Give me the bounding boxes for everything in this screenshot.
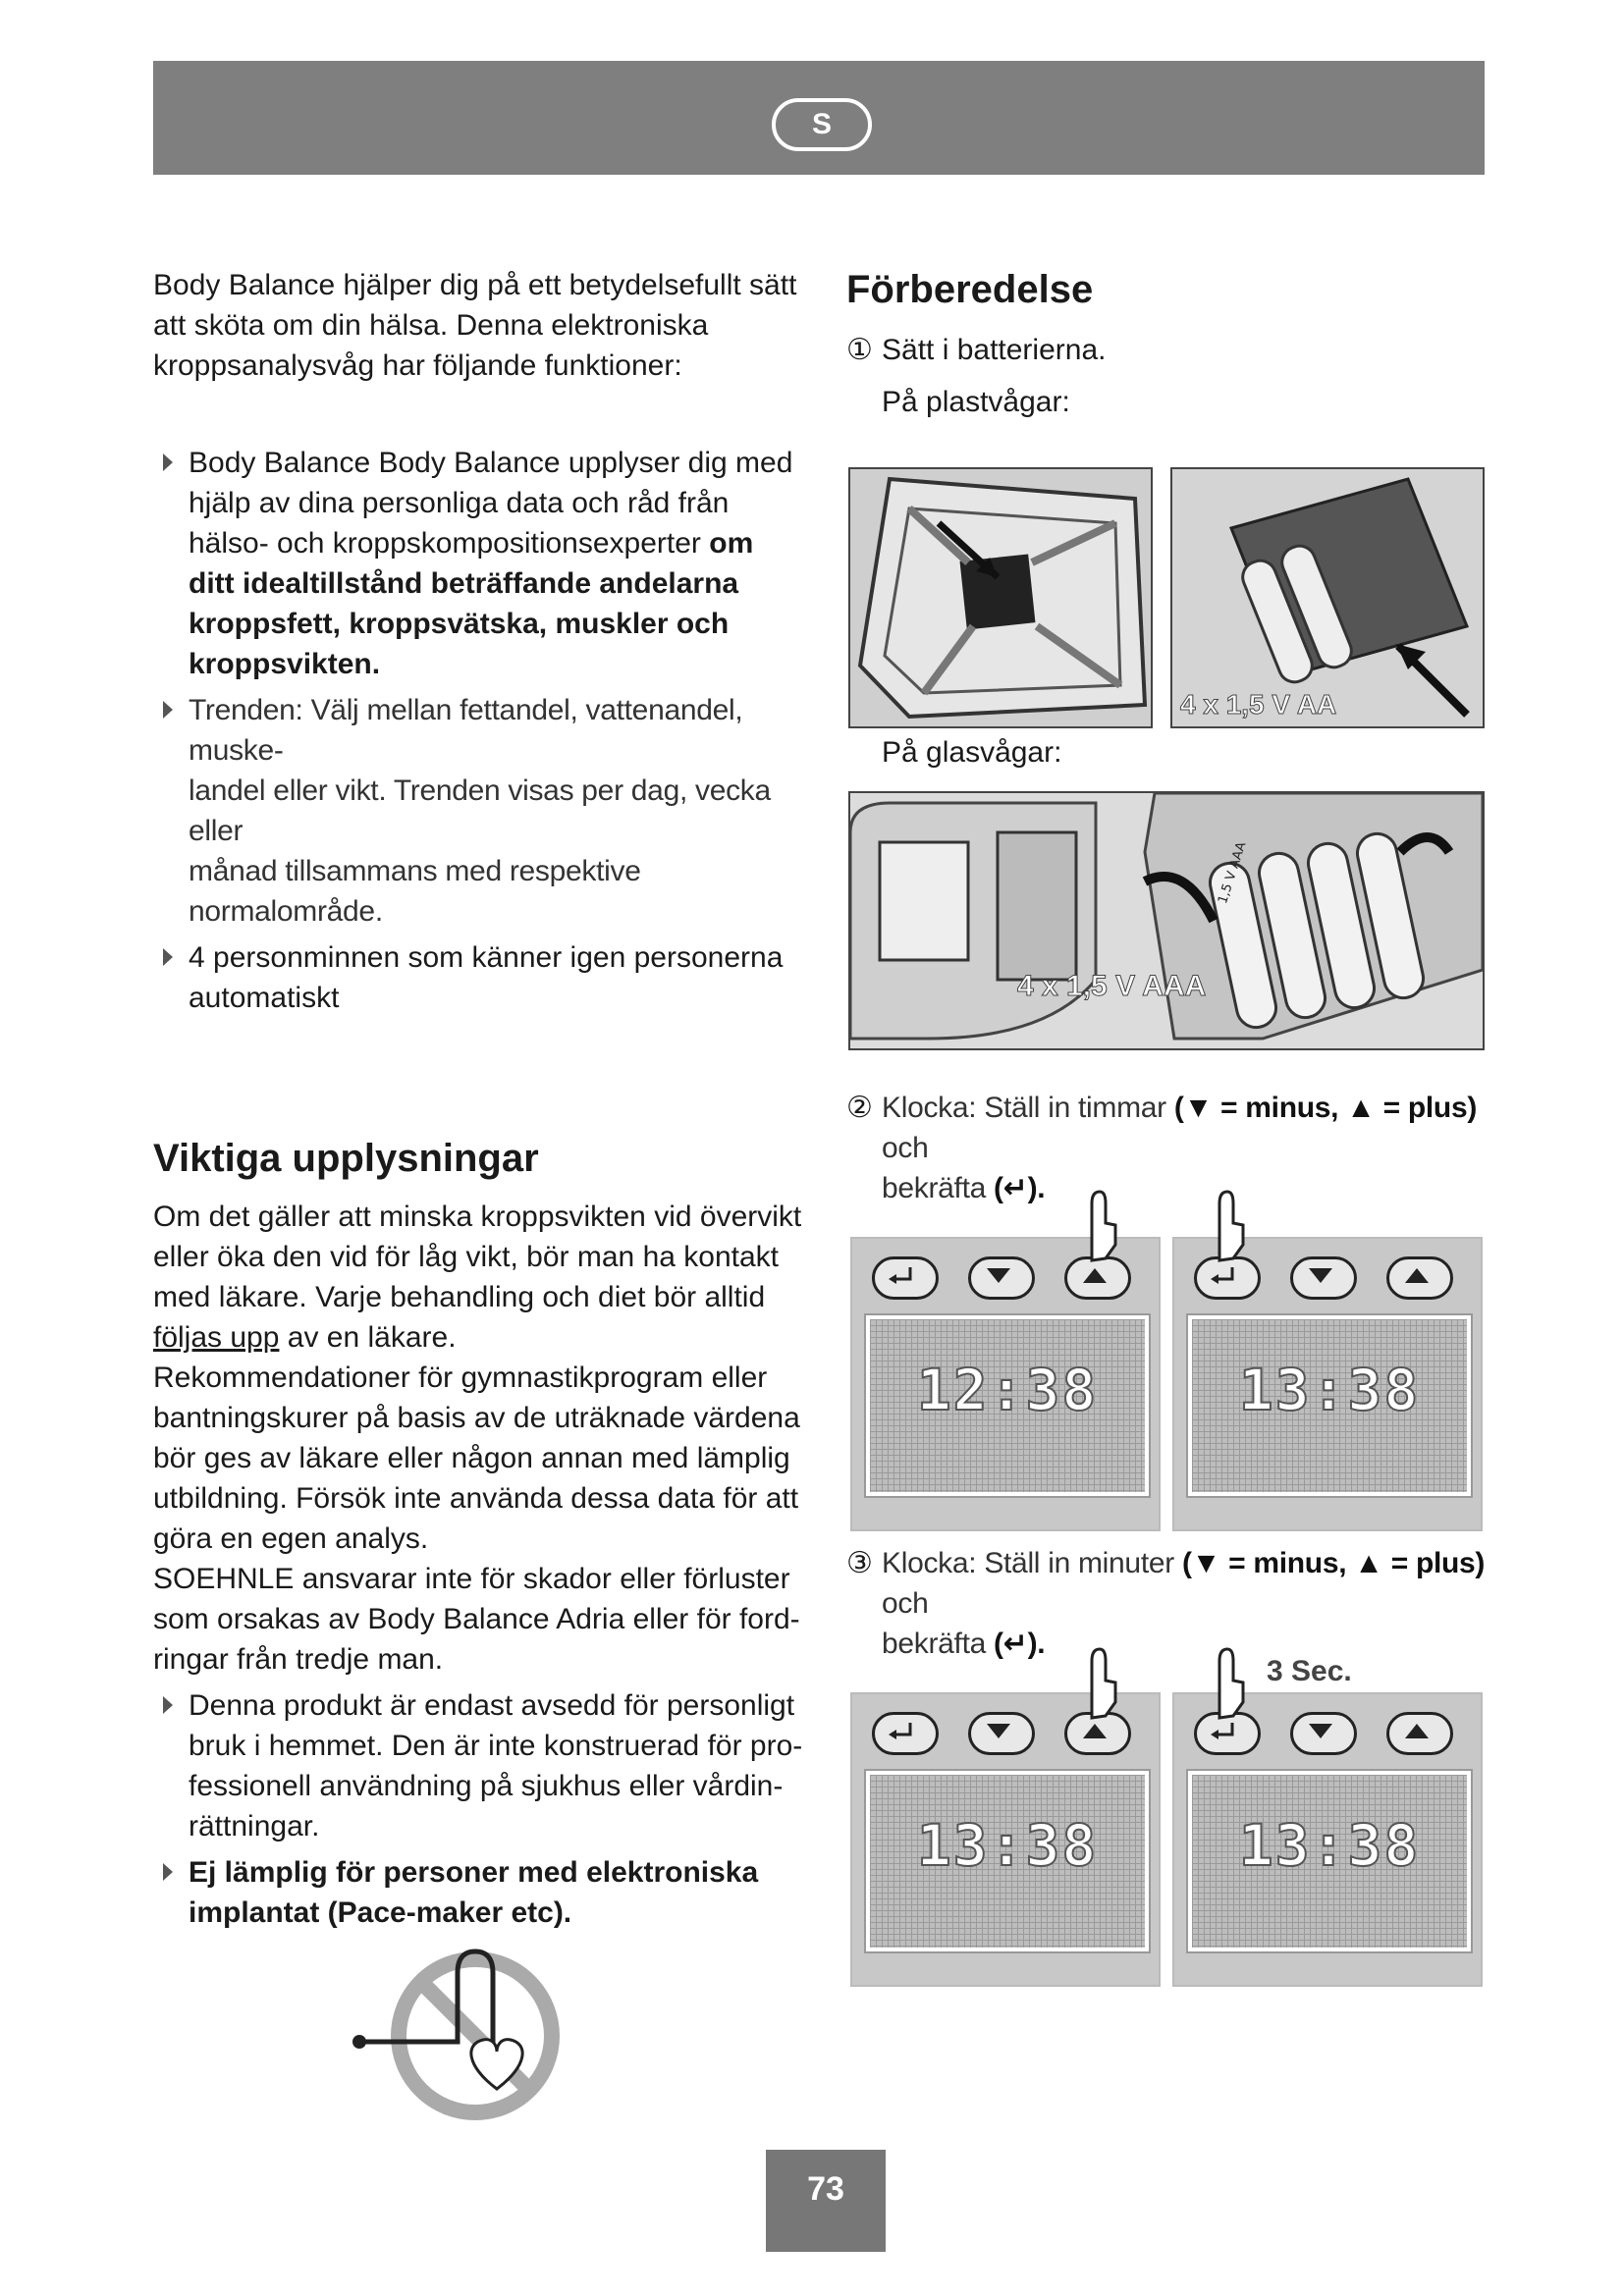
page-number: 73 bbox=[766, 2150, 886, 2252]
feature-bold-line: kroppsfett, kroppsvätska, muskler och bbox=[189, 608, 730, 640]
right-column bbox=[846, 265, 1485, 422]
up-arrow-icon bbox=[1389, 1259, 1444, 1291]
step-text: Klocka: Ställ in timmar bbox=[882, 1092, 1166, 1124]
left-column bbox=[153, 265, 811, 1933]
clock-readout: 13:38 bbox=[1238, 1812, 1421, 1879]
down-arrow-icon bbox=[1293, 1715, 1348, 1746]
step-number: ① bbox=[846, 334, 873, 366]
intro-paragraph bbox=[153, 265, 811, 386]
pointing-hand-icon bbox=[1200, 1184, 1249, 1262]
underlined-text: följas upp bbox=[153, 1321, 280, 1354]
important-text: av en läkare. bbox=[279, 1321, 457, 1354]
bullet-line: bruk i hemmet. Den är inte konstruerad för pro- bbox=[189, 1730, 803, 1762]
glass-battery-drawing bbox=[850, 793, 1483, 1048]
step-text: och bbox=[882, 1132, 929, 1164]
bullet-line: Ej lämplig för personer med elektroniska bbox=[189, 1856, 759, 1889]
up-arrow-icon bbox=[1389, 1715, 1444, 1746]
feature-bold-line: ditt idealtillstånd beträffande andelarna bbox=[189, 567, 739, 600]
feature-line: Body Balance Body Balance upplyser dig med bbox=[189, 447, 793, 479]
step-text: bekräfta bbox=[882, 1172, 986, 1204]
feature-text: hälso- och kroppskompositionsexperter bbox=[189, 527, 710, 560]
no-pacemaker-icon bbox=[350, 1944, 566, 2130]
battery-type-label-aa: 4 x 1,5 V AA bbox=[1180, 689, 1337, 720]
step-line bbox=[882, 1088, 1520, 1168]
clock-readout: 13:38 bbox=[916, 1812, 1099, 1879]
feature-line: Trenden: Välj mellan fettandel, vattenandel, muske- bbox=[189, 694, 743, 767]
preparation-heading: Förberedelse bbox=[846, 268, 1094, 311]
down-arrow-icon bbox=[971, 1259, 1026, 1291]
feature-item-2 bbox=[153, 690, 811, 932]
feature-line: landel eller vikt. Trenden visas per dag, vecka eller bbox=[189, 774, 771, 847]
enter-icon bbox=[1197, 1259, 1252, 1291]
important-line: SOEHNLE ansvarar inte för skador eller förluster bbox=[153, 1563, 790, 1595]
bullet-arrow-icon bbox=[163, 1696, 173, 1714]
down-arrow-icon bbox=[1293, 1259, 1348, 1291]
minus-button[interactable] bbox=[1290, 1712, 1357, 1755]
lcd-display bbox=[866, 1771, 1149, 1951]
clock-panel-hours-2 bbox=[1172, 1237, 1483, 1531]
feature-line: automatiskt bbox=[189, 982, 340, 1014]
important-line bbox=[153, 1317, 811, 1358]
plus-button[interactable] bbox=[1064, 1256, 1131, 1300]
bullet-line: rättningar. bbox=[189, 1810, 320, 1842]
important-line: eller öka den vid för låg vikt, bör man ha kontakt bbox=[153, 1241, 780, 1273]
enter-key-symbol: (↵). bbox=[994, 1628, 1046, 1660]
feature-bold-text: om bbox=[709, 527, 754, 560]
pointing-hand-icon bbox=[1072, 1641, 1121, 1720]
step-keys: (▼ = minus, ▲ = plus) bbox=[1181, 1547, 1486, 1579]
enter-button[interactable] bbox=[1194, 1256, 1261, 1300]
header-bar bbox=[153, 61, 1485, 175]
bullet-arrow-icon bbox=[163, 454, 173, 471]
minus-button[interactable] bbox=[968, 1256, 1035, 1300]
intro-line: kroppsanalysvåg har följande funktioner: bbox=[153, 349, 682, 382]
plastic-battery-compartment-image bbox=[1170, 467, 1485, 728]
step-2 bbox=[846, 1088, 1520, 1208]
step-number: ③ bbox=[846, 1547, 873, 1579]
bullet-line: Denna produkt är endast avsedd för personligt bbox=[189, 1689, 795, 1722]
step-1 bbox=[846, 330, 1485, 422]
plus-button[interactable] bbox=[1386, 1256, 1453, 1300]
up-arrow-icon bbox=[1067, 1259, 1122, 1291]
important-line: utbildning. Försök inte använda dessa data för att bbox=[153, 1482, 799, 1515]
enter-button[interactable] bbox=[872, 1256, 939, 1300]
feature-line: månad tillsammans med respektive normalområde. bbox=[189, 855, 641, 928]
important-line: med läkare. Varje behandling och diet bör alltid bbox=[153, 1281, 766, 1313]
step-text: och bbox=[882, 1587, 929, 1620]
clock-readout: 12:38 bbox=[916, 1357, 1099, 1423]
enter-key-symbol: (↵). bbox=[994, 1172, 1046, 1204]
bullet-line: fessionell användning på sjukhus eller vårdin- bbox=[189, 1770, 784, 1802]
step-keys: (▼ = minus, ▲ = plus) bbox=[1173, 1092, 1478, 1124]
plastic-scales-label: På plastvågar: bbox=[882, 386, 1070, 418]
enter-button[interactable] bbox=[872, 1712, 939, 1755]
bullet-arrow-icon bbox=[163, 701, 173, 719]
lcd-display bbox=[866, 1315, 1149, 1496]
step-number: ② bbox=[846, 1092, 873, 1124]
step-text: Klocka: Ställ in minuter bbox=[882, 1547, 1174, 1579]
enter-icon bbox=[875, 1259, 930, 1291]
glass-scales-label: På glasvågar: bbox=[882, 736, 1062, 769]
important-line: bör ges av läkare eller någon annan med lämplig bbox=[153, 1442, 790, 1474]
important-paragraph bbox=[153, 1197, 811, 1680]
step-line bbox=[882, 1543, 1520, 1624]
intro-line: att sköta om din hälsa. Denna elektroniska bbox=[153, 309, 709, 342]
scale-bottom-drawing bbox=[850, 469, 1151, 726]
feature-line bbox=[189, 523, 811, 563]
bullet-arrow-icon bbox=[163, 948, 173, 966]
important-bullet-1 bbox=[153, 1685, 811, 1846]
important-line: Rekommendationer för gymnastikprogram eller bbox=[153, 1362, 768, 1394]
minus-button[interactable] bbox=[1290, 1256, 1357, 1300]
plastic-scale-bottom-image bbox=[848, 467, 1153, 728]
important-line: bantningskurer på basis av de uträknade värdena bbox=[153, 1402, 800, 1434]
hold-duration-label: 3 Sec. bbox=[1267, 1655, 1352, 1687]
lcd-display bbox=[1188, 1771, 1471, 1951]
feature-bold-line: kroppsvikten. bbox=[189, 648, 381, 680]
clock-panel-minutes-1 bbox=[850, 1692, 1161, 1987]
bullet-arrow-icon bbox=[163, 1863, 173, 1881]
pointing-hand-icon bbox=[1072, 1184, 1121, 1262]
feature-line: 4 personminnen som känner igen personerna bbox=[189, 941, 784, 974]
important-heading: Viktiga upplysningar bbox=[153, 1137, 539, 1180]
battery-cell-label: 1,5 V AAA bbox=[1216, 839, 1250, 906]
clock-panel-hours-1 bbox=[850, 1237, 1161, 1531]
step-text: bekräfta bbox=[882, 1628, 986, 1660]
bullet-line: implantat (Pace-maker etc). bbox=[189, 1896, 572, 1929]
intro-line: Body Balance hjälper dig på ett betydelsefullt sätt bbox=[153, 269, 797, 301]
important-line: som orsakas av Body Balance Adria eller för ford- bbox=[153, 1603, 800, 1635]
step-3 bbox=[846, 1543, 1520, 1664]
down-arrow-icon bbox=[971, 1715, 1026, 1746]
important-bullet-2 bbox=[153, 1852, 811, 1933]
important-line: Om det gäller att minska kroppsvikten vid övervikt bbox=[153, 1201, 802, 1233]
minus-button[interactable] bbox=[968, 1712, 1035, 1755]
pointing-hand-icon bbox=[1200, 1641, 1249, 1720]
language-badge: S bbox=[772, 98, 872, 151]
battery-type-label-aaa: 4 x 1,5 V AAA bbox=[1017, 970, 1207, 1002]
lcd-display bbox=[1188, 1315, 1471, 1496]
enter-icon bbox=[875, 1715, 930, 1746]
step-text: Sätt i batterierna. bbox=[882, 334, 1107, 366]
plus-button[interactable] bbox=[1386, 1712, 1453, 1755]
feature-line: hjälp av dina personliga data och råd från bbox=[189, 487, 730, 519]
important-line: ringar från tredje man. bbox=[153, 1643, 444, 1676]
glass-scale-battery-image bbox=[848, 791, 1485, 1050]
clock-panel-minutes-2 bbox=[1172, 1692, 1483, 1987]
important-line: göra en egen analys. bbox=[153, 1522, 429, 1555]
feature-item-3 bbox=[153, 937, 811, 1018]
feature-item-1 bbox=[153, 443, 811, 684]
clock-readout: 13:38 bbox=[1238, 1357, 1421, 1423]
